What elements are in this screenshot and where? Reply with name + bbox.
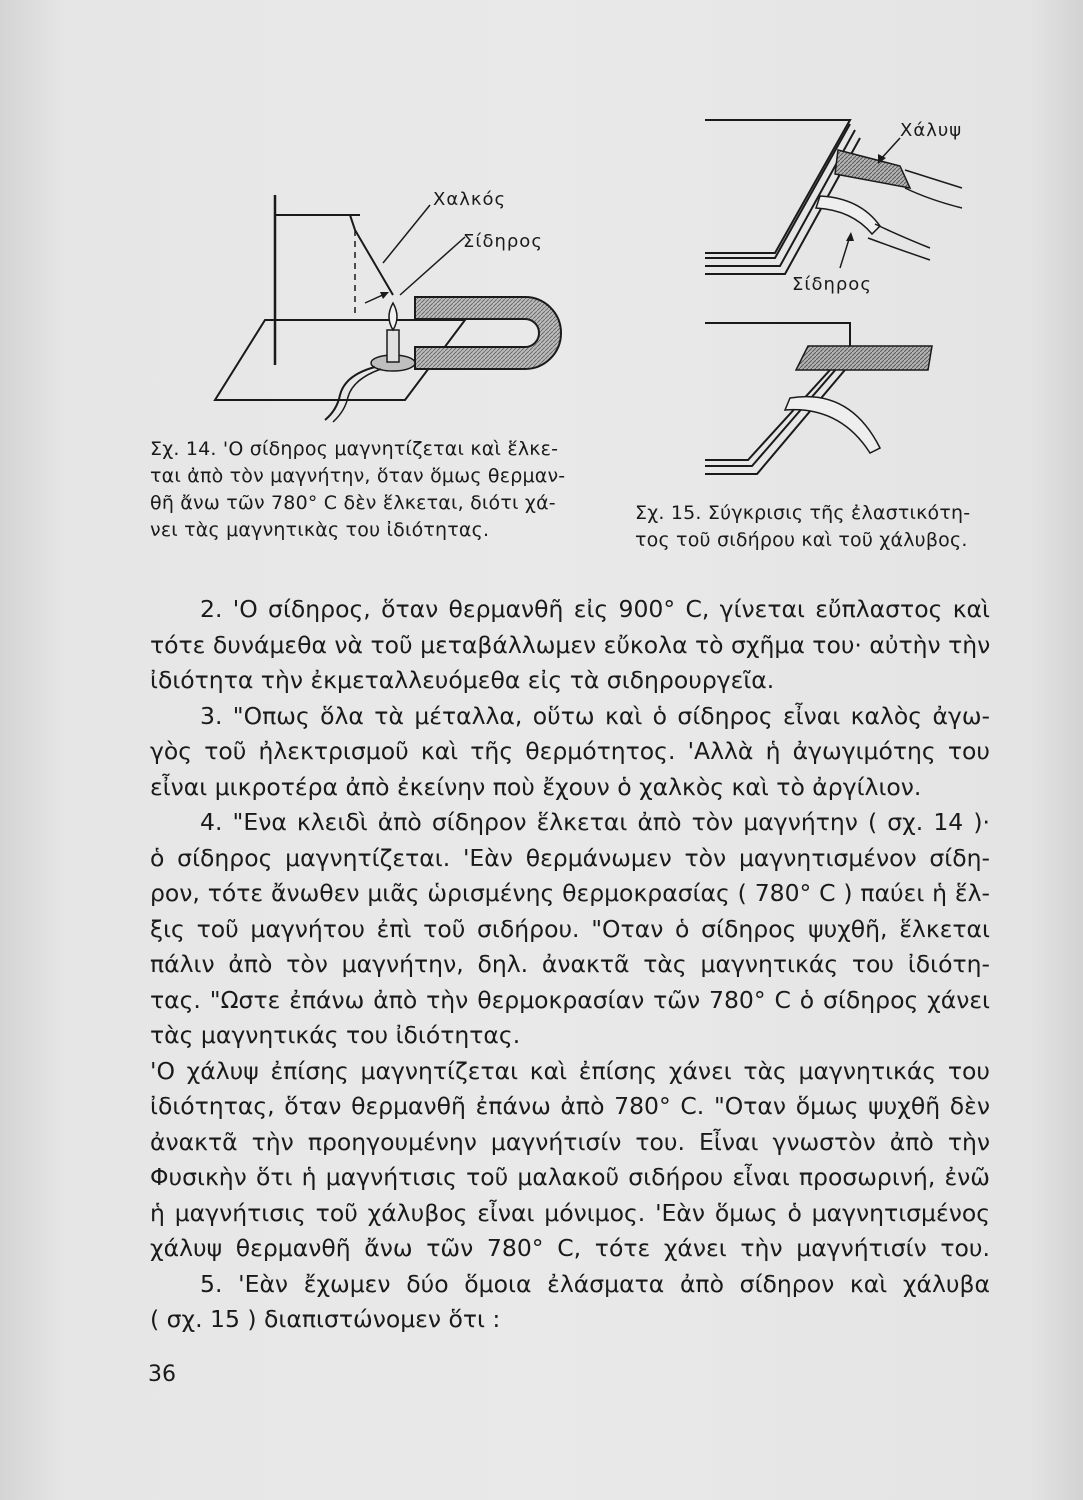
- text-line: 5. 'Εὰν ἔχωμεν δύο ὅμοια ἐλάσματα ἀπὸ σίδηρον καὶ χάλυβα: [200, 1269, 990, 1298]
- paragraph-5: [150, 1267, 990, 1338]
- caption-line: Σχ. 14. 'Ο σίδηρος μαγνητίζεται καὶ ἕλκε-: [150, 438, 559, 460]
- text-line: ρον, τότε ἄνωθεν μιᾶς ὡρισμένης θερμοκρασίας ( 780° C ) παύει ἡ ἕλ-: [150, 879, 990, 907]
- text-line: ( σχ. 15 ) διαπιστώνομεν ὅτι :: [150, 1305, 501, 1333]
- label-iron: Σίδηρος: [463, 231, 543, 252]
- text-line: ἰδιότητα τὴν ἐκμεταλλευόμεθα εἰς τὰ σιδηρουργεῖα.: [150, 666, 775, 694]
- paragraph-3: [150, 699, 990, 806]
- text-line: 4. "Ενα κλειδὶ ἀπὸ σίδηρον ἕλκεται ἀπὸ τὸν μαγνήτην ( σχ. 14 )·: [200, 808, 990, 836]
- text-line: τας. "Ωστε ἐπάνω ἀπὸ τὴν θερμοκρασίαν τῶν 780° C ὁ σίδηρος χάνει: [150, 985, 990, 1014]
- iron-strip: [816, 196, 880, 234]
- caption-line: ται ἀπὸ τὸν μαγνήτην, ὅταν ὅμως θερμαν-: [150, 465, 566, 487]
- text-line: εἶναι μικροτέρα ἀπὸ ἐκείνην ποὺ ἔχουν ὁ χαλκὸς καὶ τὸ ἀργίλιον.: [150, 772, 922, 801]
- text-line: ἰδιότητας, ὅταν θερμανθῆ ἐπάνω ἀπὸ 780° C. "Οταν ὅμως ψυχθῆ δὲν: [150, 1092, 990, 1120]
- caption-line: θῆ ἄνω τῶν 780° C δὲν ἕλκεται, διότι χά-: [150, 492, 556, 514]
- text-line: Φυσικὴν ὅτι ἡ μαγνήτισις τοῦ μαλακοῦ σιδήρου εἶναι προσωρινή, ἐνῶ: [150, 1163, 990, 1191]
- label-copper: Χαλκός: [433, 189, 507, 210]
- page-number: 36: [148, 1362, 176, 1387]
- paragraph-4: [150, 805, 990, 1054]
- text-line: 3. "Οπως ὅλα τὰ μέταλλα, οὕτω καὶ ὁ σίδηρος εἶναι καλὸς ἀγω-: [200, 701, 990, 730]
- body-text: [150, 592, 990, 1338]
- caption-line: Σχ. 15. Σύγκρισις τῆς ἐλαστικότη-: [635, 502, 971, 524]
- text-line: τότε δυνάμεθα νὰ τοῦ μεταβάλλωμεν εὔκολα τὸ σχῆμα του· αὐτὴν τὴν: [150, 630, 991, 659]
- figure-15-caption: [635, 500, 970, 554]
- text-line: 2. 'Ο σίδηρος, ὅταν θερμανθῆ εἰς 900° C, γίνεται εὔπλαστος καὶ: [200, 595, 990, 623]
- paragraph-steel: [150, 1054, 990, 1267]
- label-iron-15: Σίδηρος: [792, 274, 872, 295]
- text-line: ἀνακτᾶ τὴν προηγουμένην μαγνήτισίν του. Εἶναι γνωστὸν ἀπὸ τὴν: [150, 1127, 990, 1156]
- label-steel: Χάλυψ: [900, 120, 963, 141]
- figure-14-magnet-diagram: [205, 175, 565, 425]
- text-line: ἡ μαγνήτισις τοῦ χάλυβος εἶναι μόνιμος. 'Εὰν ὅμως ὁ μαγνητισμένος: [150, 1198, 990, 1227]
- text-line: πάλιν ἀπὸ τὸν μαγνήτην, δηλ. ἀνακτᾶ τὰς μαγνητικάς του ἰδιότη-: [150, 950, 990, 978]
- horseshoe-magnet: [415, 297, 561, 369]
- figure-15-elasticity-diagram: [700, 108, 990, 488]
- text-line: ὁ σίδηρος μαγνητίζεται. 'Εὰν θερμάνωμεν τὸν μαγνητισμένον σίδη-: [150, 843, 990, 872]
- figure-14-caption: [150, 436, 565, 544]
- text-line: γὸς τοῦ ἠλεκτρισμοῦ καὶ τῆς θερμότητος. 'Αλλὰ ἡ ἀγωγιμότης του: [150, 737, 990, 765]
- caption-line: νει τὰς μαγνητικὰς του ἰδιότητας.: [150, 519, 490, 541]
- caption-line: τος τοῦ σιδήρου καὶ τοῦ χάλυβος.: [635, 529, 968, 551]
- text-line: χάλυψ θερμανθῆ ἄνω τῶν 780° C, τότε χάνει τὴν μαγνήτισίν του.: [150, 1234, 990, 1262]
- steel-strip: [835, 150, 910, 188]
- paragraph-2: [150, 592, 990, 699]
- text-line: τὰς μαγνητικάς του ἰδιότητας.: [150, 1021, 521, 1049]
- text-line: 'Ο χάλυψ ἐπίσης μαγνητίζεται καὶ ἐπίσης χάνει τὰς μαγνητικάς του: [150, 1056, 990, 1085]
- text-line: ξις τοῦ μαγνήτου ἐπὶ τοῦ σιδήρου. "Οταν ὁ σίδηρος ψυχθῆ, ἕλκεται: [150, 914, 990, 943]
